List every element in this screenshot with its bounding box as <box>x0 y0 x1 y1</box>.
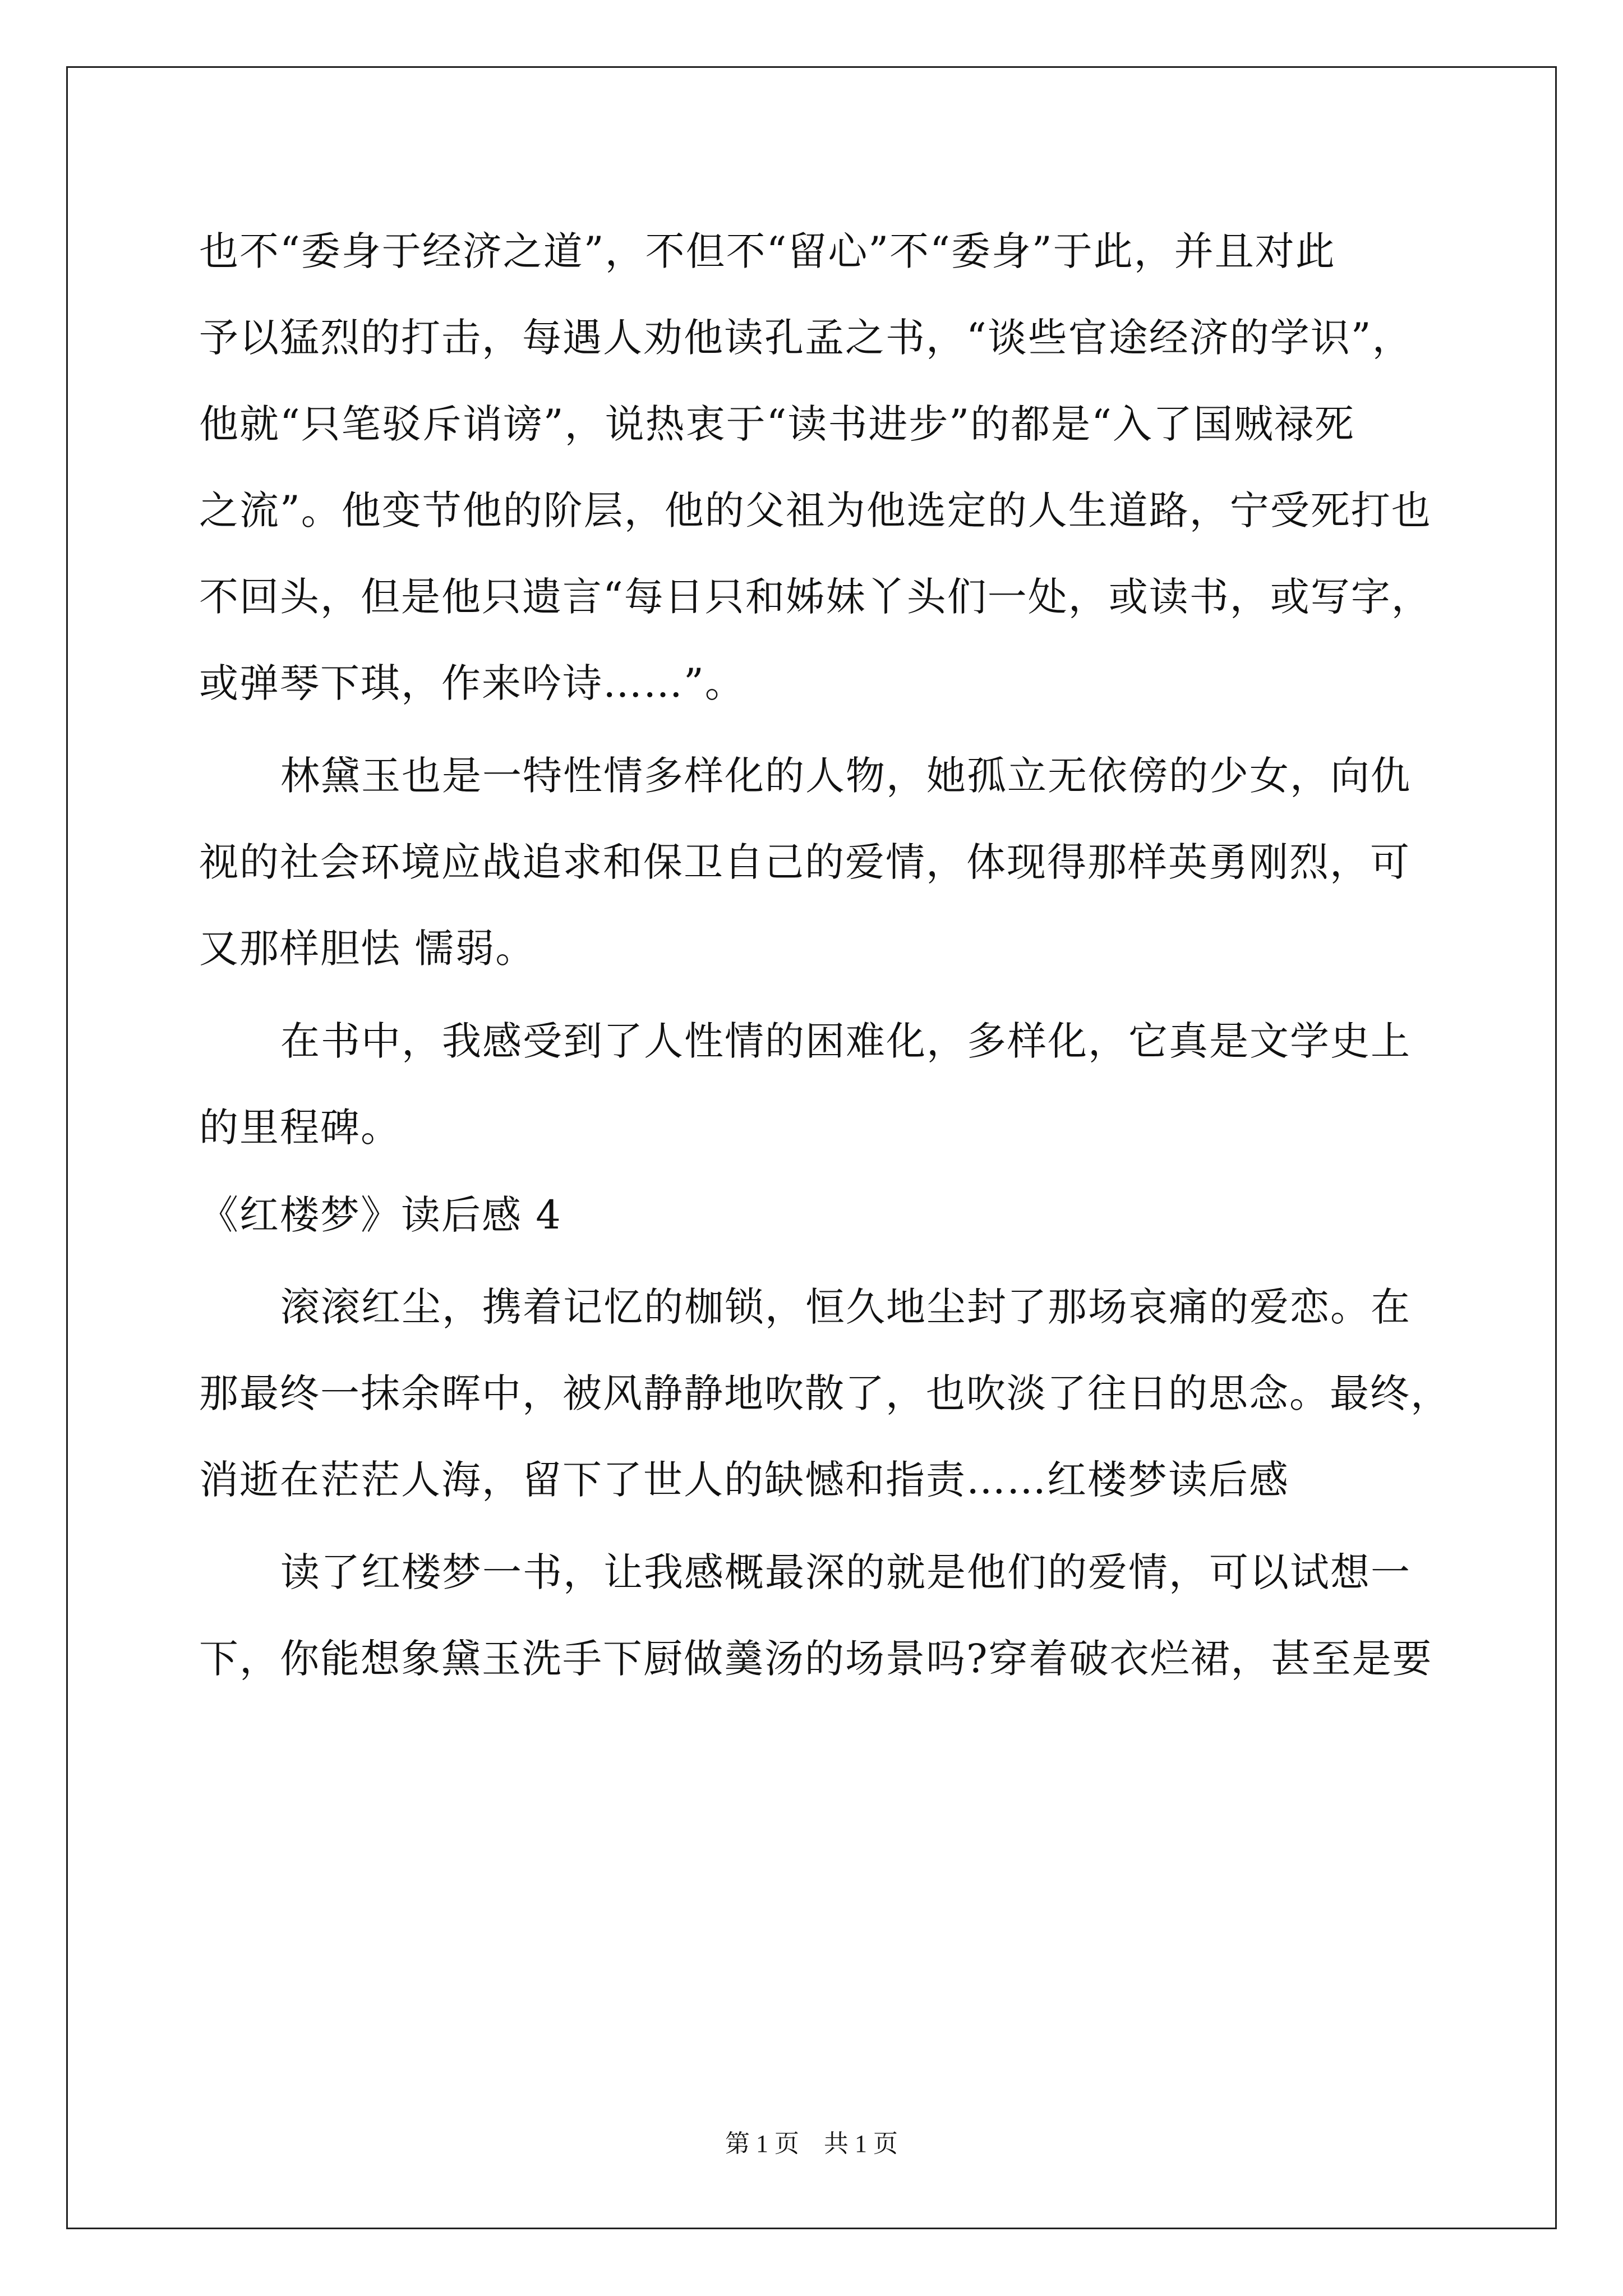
paragraph-line: 的里程碑。 <box>199 1105 401 1151</box>
paragraph-line: 他就“只笔驳斥诮谤”，说热衷于“读书进步”的都是“入了国贼禄死 <box>199 401 1355 447</box>
paragraph-line: 滚滚红尘，携着记忆的枷锁，恒久地尘封了那场哀痛的爱恋。在 <box>280 1284 1411 1330</box>
paragraph-line: 读了红楼梦一书，让我感概最深的就是他们的爱情，可以试想一 <box>280 1549 1411 1595</box>
paragraph-line: 在书中，我感受到了人性情的困难化，多样化，它真是文学史上 <box>280 1018 1411 1064</box>
paragraph-line: 也不“委身于经济之道”，不但不“留心”不“委身”于此，并且对此 <box>199 228 1336 274</box>
paragraph-line: 予以猛烈的打击，每遇人劝他读孔孟之书，“谈些官途经济的学识”， <box>199 315 1413 361</box>
page-number-footer: 第 1 页 共 1 页 <box>725 2130 898 2157</box>
section-heading: 《红楼梦》读后感 4 <box>199 1192 562 1238</box>
paragraph-line: 不回头，但是他只遗言“每日只和姊妹丫头们一处，或读书，或写字， <box>199 574 1432 620</box>
paragraph-line: 林黛玉也是一特性情多样化的人物，她孤立无依傍的少女，向仇 <box>280 753 1411 799</box>
paragraph-line: 又那样胆怯 懦弱。 <box>199 926 536 972</box>
paragraph-line: 下，你能想象黛玉洗手下厨做羹汤的场景吗?穿着破衣烂裙，甚至是要 <box>199 1636 1433 1682</box>
paragraph-line: 或弹琴下琪，作来吟诗……”。 <box>199 660 745 706</box>
paragraph-line: 那最终一抹余晖中，被风静静地吹散了，也吹淡了往日的思念。最终， <box>199 1370 1451 1416</box>
paragraph-line: 视的社会环境应战追求和保卫自己的爱情，体现得那样英勇刚烈，可 <box>199 839 1410 885</box>
paragraph-line: 消逝在茫茫人海，留下了世人的缺憾和指责……红楼梦读后感 <box>199 1457 1289 1503</box>
paragraph-line: 之流”。他变节他的阶层，他的父祖为他选定的人生道路，宁受死打也 <box>199 487 1432 533</box>
